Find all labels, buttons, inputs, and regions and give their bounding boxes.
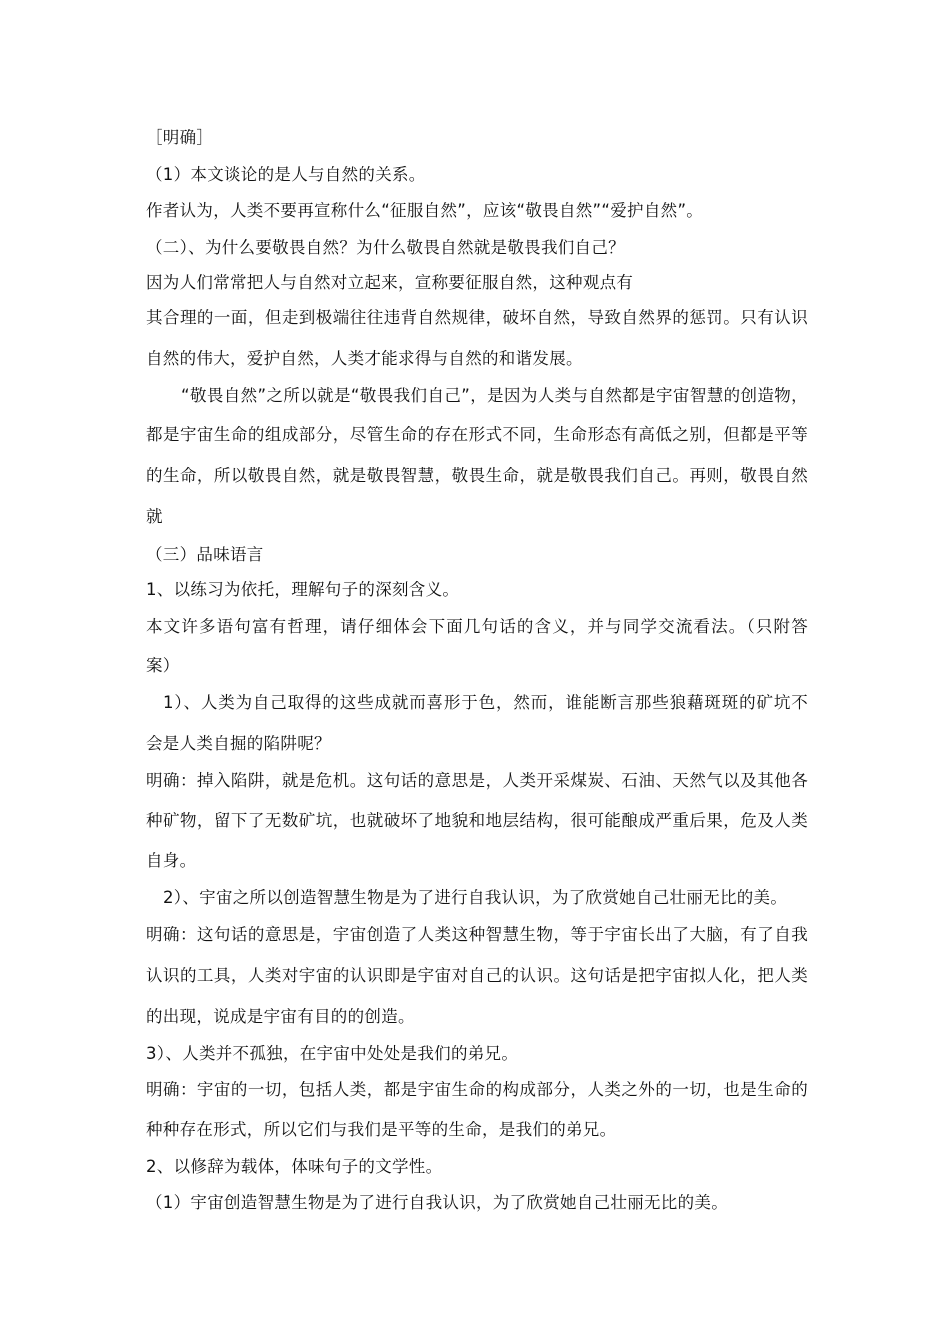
text-line: 都是宇宙生命的组成部分，尽管生命的存在形式不同，生命形态有高低之别，但都是平等 — [146, 425, 808, 444]
text-line: （1）本文谈论的是人与自然的关系。 — [146, 165, 426, 184]
text-line: 自身。 — [146, 851, 197, 870]
text-line: 明确：掉入陷阱，就是危机。这句话的意思是，人类开采煤炭、石油、天然气以及其他各 — [146, 771, 808, 790]
text-line: 自然的伟大，爱护自然，人类才能求得与自然的和谐发展。 — [146, 349, 583, 368]
text-line: 1、以练习为依托，理解句子的深刻含义。 — [146, 580, 460, 599]
text-line: 作者认为，人类不要再宣称什么“征服自然”，应该“敬畏自然”“爱护自然”。 — [146, 201, 704, 220]
text-line: 明确：这句话的意思是，宇宙创造了人类这种智慧生物，等于宇宙长出了大脑，有了自我 — [146, 925, 808, 944]
section-heading: （三）品味语言 — [146, 545, 264, 564]
text-line: 就 — [146, 507, 163, 526]
text-line: ［明确］ — [146, 128, 214, 147]
text-line: 的生命，所以敬畏自然，就是敬畏智慧，敬畏生命，就是敬畏我们自己。再则，敬畏自然 — [146, 466, 808, 485]
text-line: （1）宇宙创造智慧生物是为了进行自我认识，为了欣赏她自己壮丽无比的美。 — [146, 1193, 728, 1212]
text-line: “敬畏自然”之所以就是“敬畏我们自己”，是因为人类与自然都是宇宙智慧的创造物， — [181, 386, 808, 405]
text-line: 明确：宇宙的一切，包括人类，都是宇宙生命的构成部分，人类之外的一切，也是生命的 — [146, 1080, 808, 1099]
text-line: 认识的工具，人类对宇宙的认识即是宇宙对自己的认识。这句话是把宇宙拟人化，把人类 — [146, 966, 808, 985]
text-line: 2、以修辞为载体，体味句子的文学性。 — [146, 1157, 443, 1176]
text-line: 的出现，说成是宇宙有目的的创造。 — [146, 1007, 415, 1026]
text-line: 1）、人类为自己取得的这些成就而喜形于色，然而，谁能断言那些狼藉斑斑的矿坑不 — [163, 693, 808, 712]
text-line: 种种存在形式，所以它们与我们是平等的生命，是我们的弟兄。 — [146, 1120, 617, 1139]
text-line: 因为人们常常把人与自然对立起来，宣称要征服自然，这种观点有 — [146, 273, 634, 292]
text-line: 案） — [146, 656, 180, 675]
text-line: 其合理的一面，但走到极端往往违背自然规律，破坏自然，导致自然界的惩罚。只有认识 — [146, 308, 808, 327]
text-line: （二）、为什么要敬畏自然？为什么敬畏自然就是敬畏我们自己？ — [146, 238, 625, 257]
text-line: 种矿物，留下了无数矿坑，也就破坏了地貌和地层结构，很可能酿成严重后果，危及人类 — [146, 811, 808, 830]
text-line: 3）、人类并不孤独，在宇宙中处处是我们的弟兄。 — [146, 1044, 519, 1063]
text-line: 2）、宇宙之所以创造智慧生物是为了进行自我认识，为了欣赏她自己壮丽无比的美。 — [163, 888, 788, 907]
text-line: 会是人类自掘的陷阱呢？ — [146, 734, 331, 753]
text-line: 本文许多语句富有哲理，请仔细体会下面几句话的含义，并与同学交流看法。（只附答 — [146, 617, 808, 636]
